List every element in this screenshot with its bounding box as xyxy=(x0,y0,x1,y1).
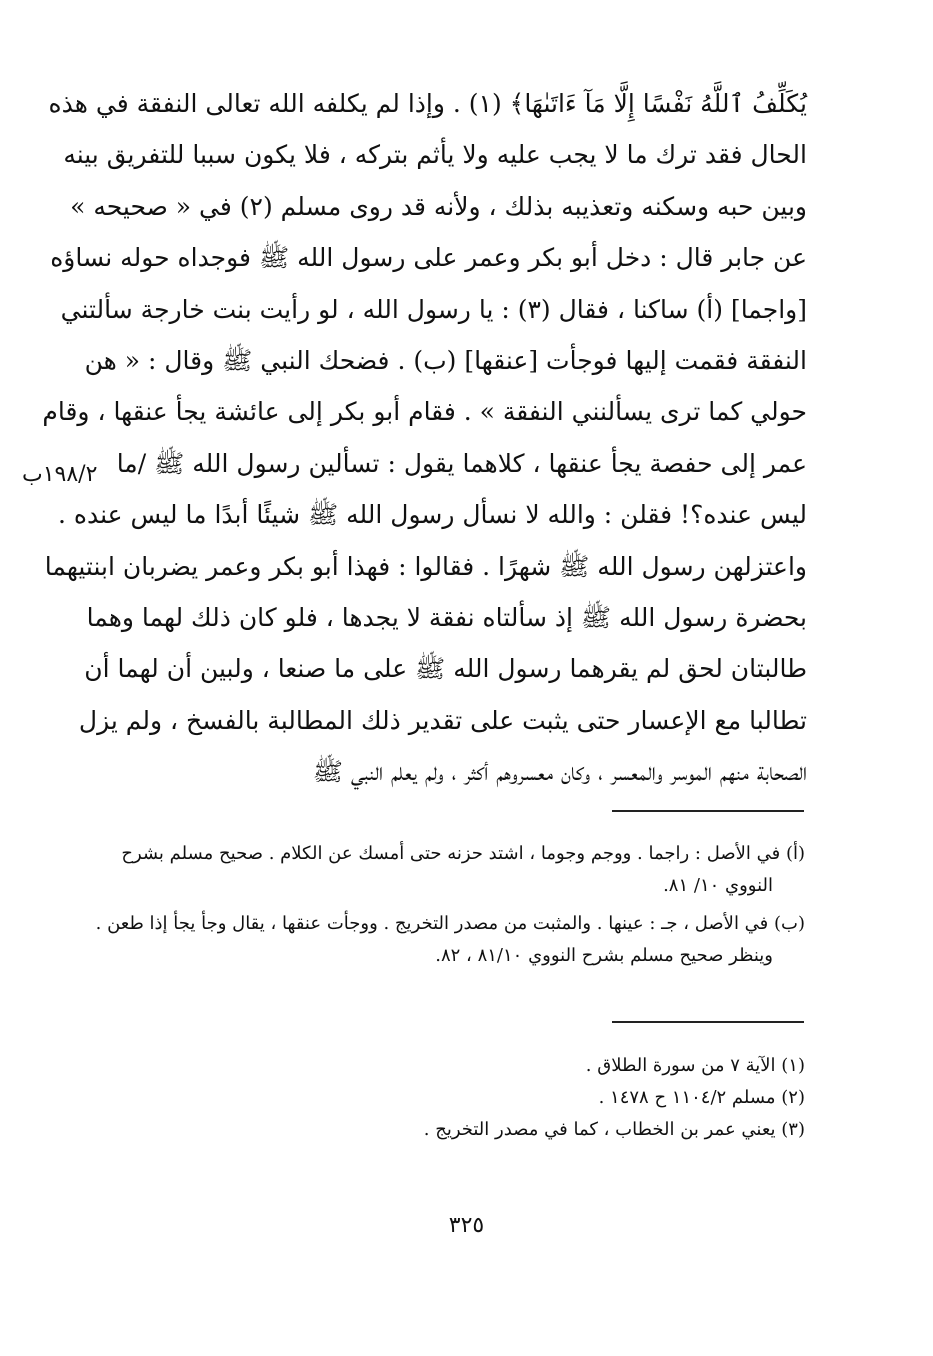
footnote-line: وينظر صحيح مسلم بشرح النووي ٨١/١٠ ، ٨٢. xyxy=(435,945,773,966)
text-line: حولي كما ترى يسألنني النفقة » . فقام أبو بكر إلى عائشة يجأ عنقها ، وقام xyxy=(42,397,807,427)
footnote-line: (ب) في الأصل ، جـ : عينها . والمثبت من مصدر التخريج . ووجأت عنقها ، يقال وجأ يجأ إذا طعن . xyxy=(95,913,805,934)
text-line: واعتزلهن رسول الله ﷺ شهرًا . فقالوا : فهذا أبو بكر وعمر يضربان ابنتيهما xyxy=(44,551,807,581)
text-line: وبين حبه وسكنه وتعذيبه بذلك ، ولأنه قد روى مسلم (٢) في « صحيحه » xyxy=(70,191,807,221)
footnote-line: (٢) مسلم ١١٠٤/٢ ح ١٤٧٨ . xyxy=(598,1087,805,1108)
text-line: تطالبا مع الإعسار حتى يثبت على تقدير ذلك المطالبة بالفسخ ، ولم يزل xyxy=(78,705,807,735)
text-line: عن جابر قال : دخل أبو بكر وعمر على رسول الله ﷺ فوجداه حوله نساؤه xyxy=(50,243,807,273)
text-line: بحضرة رسول الله ﷺ إذ سألتاه نفقة لا يجدها ، فلو كان ذلك لهما وهما xyxy=(86,602,807,632)
text-line: الصحابة منهم الموسر والمعسر ، وكان معسروهم أكثر ، ولم يعلم النبي ﷺ xyxy=(312,757,807,787)
page-number: ٣٢٥ xyxy=(448,1213,485,1238)
footnote-line: (٣) يعني عمر بن الخطاب ، كما في مصدر التخريج . xyxy=(423,1119,805,1140)
manuscript-folio-marker: ١٩٨/٢ب xyxy=(22,462,98,487)
text-line: يُكَلِّفُ ٱللَّهُ نَفْسًا إِلَّا مَآ ءَاتَىٰهَا﴾ (١) . وإذا لم يكلفه الله تعالى النفقة في هذه xyxy=(48,89,807,118)
text-line: عمر إلى حفصة يجأ عنقها ، كلاهما يقول : تسألين رسول الله ﷺ /ما xyxy=(116,448,807,478)
footnote-line: (١) الآية ٧ من سورة الطلاق . xyxy=(585,1055,805,1076)
text-line: النفقة فقمت إليها فوجأت [عنقها] (ب) . فضحك النبي ﷺ وقال : « هن xyxy=(84,345,807,375)
footnote-line: (أ) في الأصل : راجما . ووجم وجوما ، اشتد حزنه حتى أمسك عن الكلام . صحيح مسلم بشرح xyxy=(121,843,805,864)
footnote-divider xyxy=(612,1021,804,1023)
variant-footnotes xyxy=(95,838,805,972)
footnote-divider xyxy=(612,810,804,812)
footnote-line: النووي ١٠/ ٨١. xyxy=(663,875,773,896)
text-line: ليس عنده؟! فقلن : والله لا نسأل رسول الله ﷺ شيئًا أبدًا ما ليس عنده . xyxy=(57,500,807,530)
text-line: الحال فقد ترك ما لا يجب عليه ولا يأثم بتركه ، فلا يكون سببا للتفريق بينه xyxy=(63,140,807,170)
source-footnotes xyxy=(140,1050,805,1146)
text-line: طالبتان لحق لم يقرهما رسول الله ﷺ على ما صنعا ، ولبين أن لهما أن xyxy=(84,654,807,684)
text-line: [واجما] (أ) ساكنا ، فقال (٣) : يا رسول الله ، لو رأيت بنت خارجة سألتني xyxy=(60,294,807,324)
